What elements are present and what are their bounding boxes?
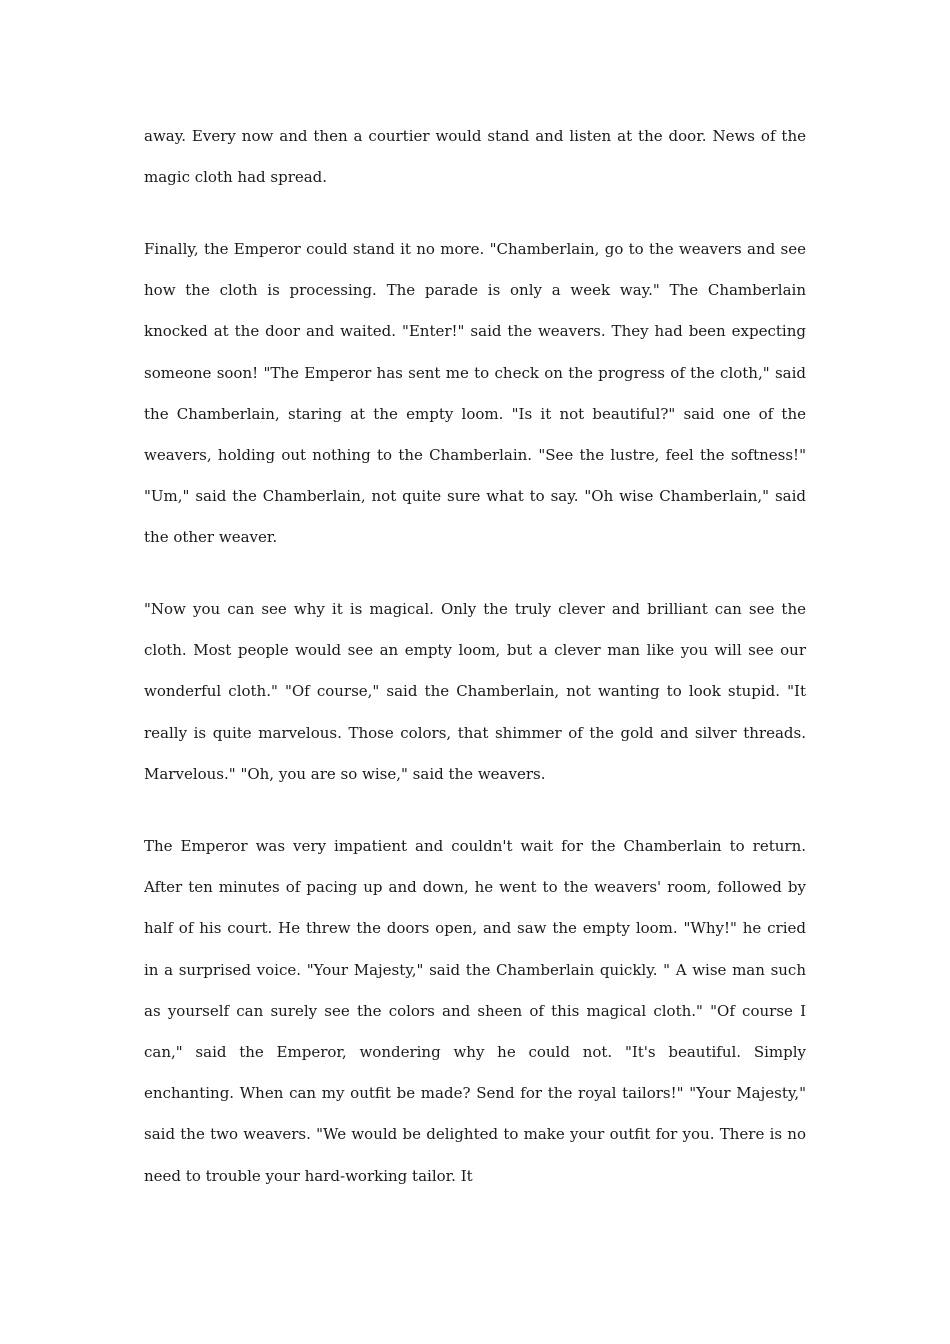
paragraph-1: away. Every now and then a courtier would stand and listen at the door. News of the magic cloth had spread. <box>144 127 806 187</box>
paragraph-4: The Emperor was very impatient and couldn't wait for the Chamberlain to return. After ten minutes of pacing up and down, he went to the weavers' room, followed by half of his court. He threw the doors open, and saw the empty loom. "Why!" he cried in a surprised voice. "Your Majesty," said the Chamberlain quickly. " A wise man such as yourself can surely see the colors and sheen of this magical cloth." "Of course I can," said the Emperor, wondering why he could not. "It's beautiful. Simply enchanting. When can my outfit be made? Send for the royal tailors!" "Your Majesty," said the two weavers. "We would be delighted to make your outfit for you. There is no need to trouble your hard-working tailor. It <box>144 837 806 1185</box>
paragraph-3: "Now you can see why it is magical. Only the truly clever and brilliant can see the cloth. Most people would see an empty loom, but a clever man like you will see our wonderful cloth." "Of course," said the Chamberlain, not wanting to look stupid. "It really is quite marvelous. Those colors, that shimmer of the gold and silver threads. Marvelous." "Oh, you are so wise," said the weavers. <box>144 600 806 783</box>
paragraph-2: Finally, the Emperor could stand it no more. "Chamberlain, go to the weavers and see how the cloth is processing. The parade is only a week way." The Chamberlain knocked at the door and waited. "Enter!" said the weavers. They had been expecting someone soon! "The Emperor has sent me to check on the progress of the cloth," said the Chamberlain, staring at the empty loom. "Is it not beautiful?" said one of the weavers, holding out nothing to the Chamberlain. "See the lustre, feel the softness!" "Um," said the Chamberlain, not quite sure what to say. "Oh wise Chamberlain," said the other weaver. <box>144 240 806 547</box>
